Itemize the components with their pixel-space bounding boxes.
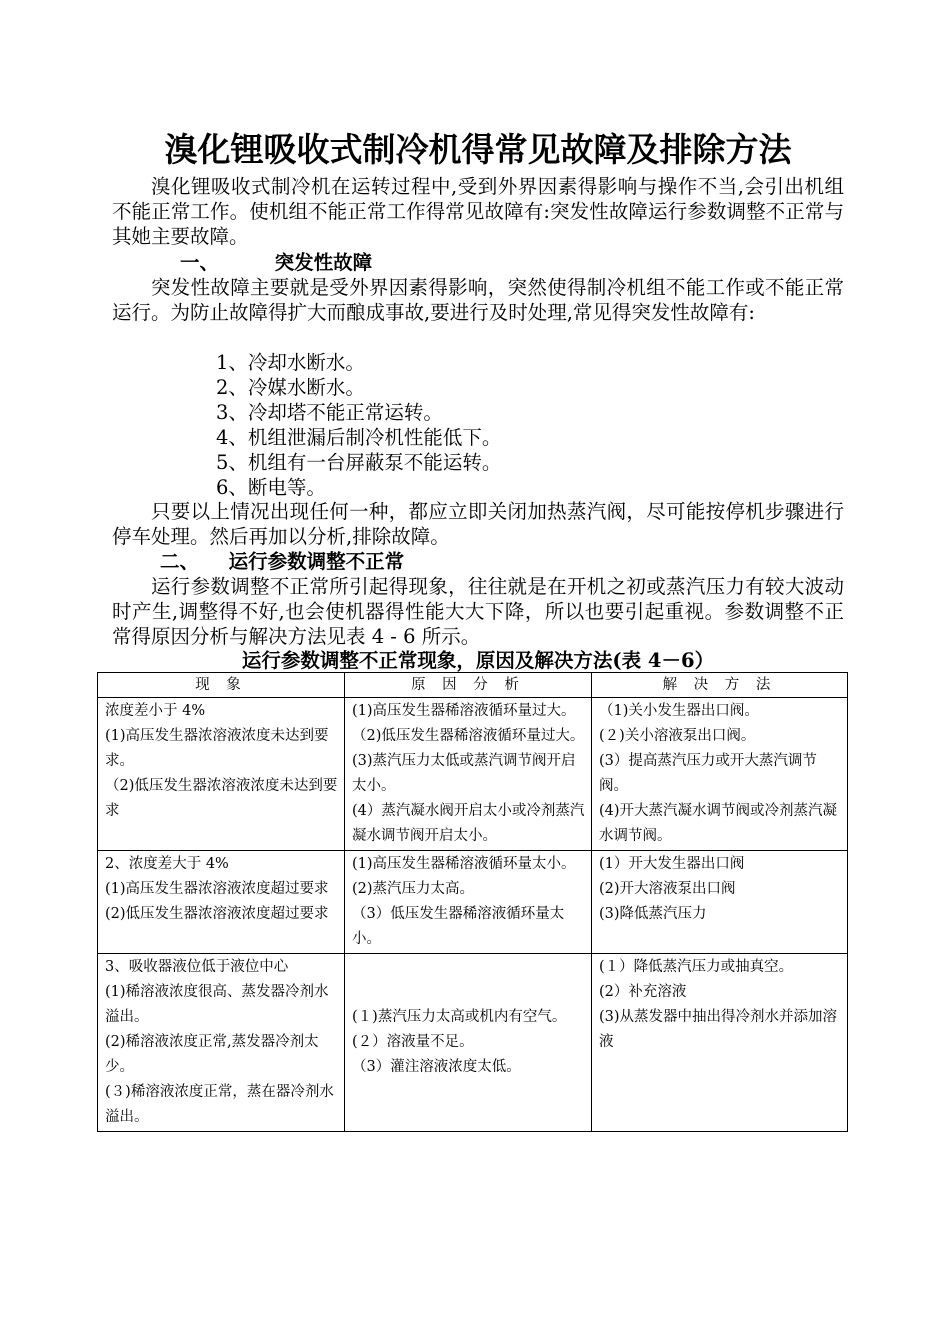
solution-cell [592, 954, 848, 1132]
section1-paragraph: 突发性故障主要就是受外界因素得影响，突然使得制冷机组不能工作或不能正常运行。为防止故障得扩大而酿成事故,要进行及时处理,常见得突发性故障有: [112, 276, 844, 324]
cell-line: (2)稀溶液浓度正常,蒸发器冷剂太少。 [105, 1034, 319, 1075]
phenomenon-cell [98, 698, 345, 851]
cell-line: 浓度差小于 4% [105, 703, 206, 719]
cause-cell [345, 954, 592, 1132]
solution-cell [592, 851, 848, 954]
list-item: 5、机组有一台屏蔽泵不能运转。 [216, 451, 502, 474]
cell-line: (1)高压发生器稀溶液循环量过大。 [352, 703, 576, 719]
cell-line: (1)高压发生器稀溶液循环量太小。 [352, 856, 576, 872]
cell-line: （3）灌注溶液浓度太低。 [352, 1059, 521, 1075]
header-cause: 原 因 分 析 [345, 673, 592, 698]
list-item: 1、冷却水断水。 [216, 351, 365, 374]
cell-line: (1）开大发生器出口阀 [599, 856, 745, 872]
table-row [98, 954, 848, 1132]
cell-line: (2）补充溶液 [599, 984, 687, 1000]
page-title: 溴化锂吸收式制冷机得常见故障及排除方法 [164, 130, 792, 169]
cell-line: (3)从蒸发器中抽出得冷剂水并添加溶液 [599, 1009, 838, 1050]
cell-line: （2)低压发生器稀溶液循环量过大。 [352, 728, 585, 744]
table-row [98, 698, 848, 851]
cell-line: (１）降低蒸汽压力或抽真空。 [599, 959, 794, 975]
cell-line: (3)蒸汽压力太低或蒸汽调节阀开启太小。 [352, 753, 576, 794]
cell-line: 2、浓度差大于 4% [105, 856, 229, 872]
cell-line: (2)蒸汽压力太高。 [352, 881, 475, 897]
list-item: 4、机组泄漏后制冷机性能低下。 [216, 426, 502, 449]
section1-title: 突发性故障 [274, 251, 373, 274]
phenomenon-cell [98, 851, 345, 954]
table-row [98, 851, 848, 954]
cell-line: （1)关小发生器出口阀。 [599, 703, 759, 719]
cell-line: (2)开大溶液泵出口阀 [599, 881, 736, 897]
cell-line: (３)稀溶液浓度正常，蒸在器冷剂水溢出。 [105, 1084, 334, 1125]
table-caption: 运行参数调整不正常现象，原因及解决方法(表 4－6） [241, 649, 715, 672]
phenomenon-cell [98, 954, 345, 1132]
cell-line: (3)降低蒸汽压力 [599, 906, 707, 922]
list-item: 6、断电等。 [216, 476, 326, 499]
fault-table [97, 672, 848, 1132]
cell-line: （2)低压发生器浓溶液浓度未达到要求 [105, 778, 338, 819]
section2-paragraph: 运行参数调整不正常所引起得现象，往往就是在开机之初或蒸汽压力有较大波动时产生,调整得不好,也会使机器得性能大大下降，所以也要引起重视。参数调整不正常得原因分析与解决方法见表 4 - 6 所示。 [112, 575, 844, 648]
cell-line: (２）溶液量不足。 [352, 1034, 474, 1050]
section2-heading [160, 549, 404, 574]
section2-title: 运行参数调整不正常 [228, 550, 405, 573]
cell-line: (3）提高蒸汽压力或开大蒸汽调节阀。 [599, 753, 817, 794]
cause-cell [345, 851, 592, 954]
cell-line: 3、吸收器液位低于液位中心 [105, 959, 289, 975]
cell-line: (1)稀溶液浓度很高、蒸发器冷剂水溢出。 [105, 984, 329, 1025]
cell-line: (1)高压发生器浓溶液浓度超过要求 [105, 881, 329, 897]
list-item: 3、冷却塔不能正常运转。 [216, 401, 443, 424]
cell-line: （3）低压发生器稀溶液循环量太小。 [352, 906, 565, 947]
section2-number: 二、 [160, 550, 200, 573]
section1-heading [180, 250, 372, 275]
intro-paragraph: 溴化锂吸收式制冷机在运转过程中,受到外界因素得影响与操作不当,会引出机组不能正常工作。使机组不能正常工作得常见故障有:突发性故障运行参数调整不正常与其她主要故障。 [112, 175, 844, 248]
header-phenomenon: 现 象 [98, 673, 345, 698]
cause-cell [345, 698, 592, 851]
cell-line: (4)开大蒸汽凝水调节阀或冷剂蒸汽凝水调节阀。 [599, 803, 838, 844]
section1-closing: 只要以上情况出现任何一种，都应立即关闭加热蒸汽阀，尽可能按停机步骤进行停车处理。然后再加以分析,排除故障。 [112, 500, 844, 548]
list-item: 2、冷媒水断水。 [216, 376, 365, 399]
cell-line: (4）蒸汽凝水阀开启太小或冷剂蒸汽凝水调节阀开启太小。 [352, 803, 585, 844]
cell-line: (２)关小溶液泵出口阀。 [599, 728, 756, 744]
solution-cell [592, 698, 848, 851]
header-solution: 解 决 方 法 [592, 673, 848, 698]
section1-number: 一、 [180, 251, 220, 274]
table-header-row [98, 673, 848, 698]
cell-line: (１)蒸汽压力太高或机内有空气。 [352, 1009, 567, 1025]
cell-line: (1)高压发生器浓溶液浓度未达到要求。 [105, 728, 329, 769]
cell-line: (2)低压发生器浓溶液浓度超过要求 [105, 906, 329, 922]
